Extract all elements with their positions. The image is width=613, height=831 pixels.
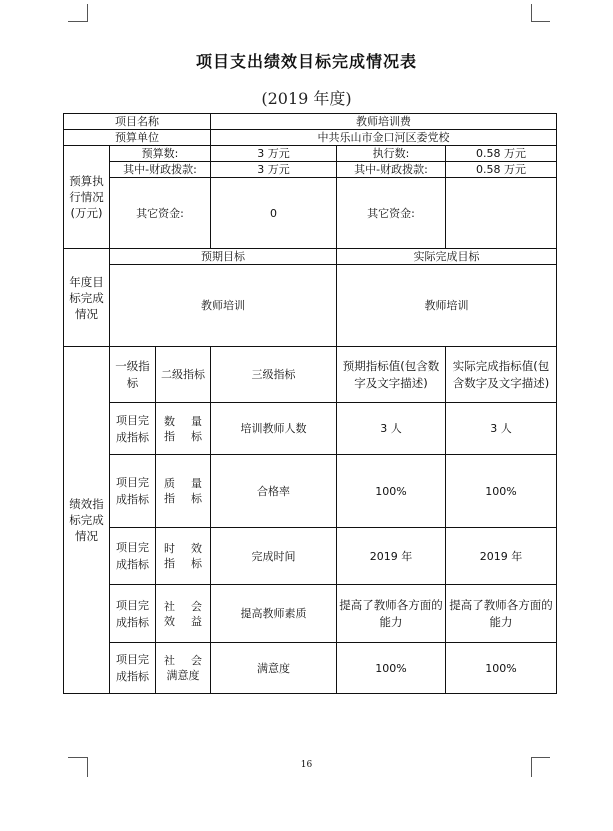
table-row	[64, 643, 557, 694]
expected-goal-header: 预期目标	[110, 249, 337, 265]
row-level2: 社 会 效 益	[156, 585, 211, 643]
budget-section-label: 预算执行情况(万元)	[64, 146, 110, 249]
exec-label: 执行数:	[337, 146, 446, 162]
crop-mark	[531, 757, 550, 758]
row-actual: 提高了教师各方面的能力	[446, 585, 557, 643]
row-level2: 质 量 指 标	[156, 455, 211, 528]
row-expected: 3 人	[337, 403, 446, 455]
budget-unit-label: 预算单位	[64, 130, 211, 146]
row-level3: 提高教师素质	[211, 585, 337, 643]
row-level1: 项目完成指标	[110, 643, 156, 694]
budget-unit-value: 中共乐山市金口河区委党校	[211, 130, 557, 146]
header-actual: 实际完成指标值(包含数字及文字描述)	[446, 347, 557, 403]
page-number: 16	[300, 760, 313, 770]
table-row	[64, 347, 557, 403]
table-row	[64, 455, 557, 528]
other-funds-budget-value: 0	[211, 178, 337, 249]
table-row	[64, 178, 557, 249]
page-title: 项目支出绩效目标完成情况表	[195, 52, 417, 71]
table-row	[64, 265, 557, 347]
performance-section-label: 绩效指标完成情况	[64, 347, 110, 694]
other-funds-exec-value	[446, 178, 557, 249]
project-name-value: 教师培训费	[211, 114, 557, 130]
actual-goal-header: 实际完成目标	[337, 249, 557, 265]
row-actual: 2019 年	[446, 528, 557, 585]
fiscal-label: 其中-财政拨款:	[110, 162, 211, 178]
row-level2: 社 会 满意度	[156, 643, 211, 694]
crop-mark	[68, 757, 87, 758]
row-actual: 100%	[446, 455, 557, 528]
fiscal-exec-value: 0.58 万元	[446, 162, 557, 178]
row-level1: 项目完成指标	[110, 528, 156, 585]
table-row	[64, 146, 557, 162]
other-funds-label: 其它资金:	[110, 178, 211, 249]
row-expected: 100%	[337, 643, 446, 694]
page-subtitle: (2019 年度)	[261, 89, 352, 108]
row-actual: 3 人	[446, 403, 557, 455]
crop-mark	[531, 4, 532, 22]
row-level1: 项目完成指标	[110, 585, 156, 643]
fiscal-exec-label: 其中-财政拨款:	[337, 162, 446, 178]
budget-label: 预算数:	[110, 146, 211, 162]
table-row	[64, 528, 557, 585]
row-level1: 项目完成指标	[110, 403, 156, 455]
header-level2: 二级指标	[156, 347, 211, 403]
header-level1: 一级指标	[110, 347, 156, 403]
row-level2: 数 量 指 标	[156, 403, 211, 455]
crop-mark	[531, 21, 550, 22]
row-level3: 培训教师人数	[211, 403, 337, 455]
crop-mark	[87, 4, 88, 22]
header-expected: 预期指标值(包含数字及文字描述)	[337, 347, 446, 403]
row-level3: 完成时间	[211, 528, 337, 585]
fiscal-budget-value: 3 万元	[211, 162, 337, 178]
table-row	[64, 403, 557, 455]
other-funds-exec-label: 其它资金:	[337, 178, 446, 249]
row-level1: 项目完成指标	[110, 455, 156, 528]
table-row	[64, 249, 557, 265]
annual-section-label: 年度目标完成情况	[64, 249, 110, 347]
row-level2: 时 效 指 标	[156, 528, 211, 585]
table-row	[64, 130, 557, 146]
table-row	[64, 114, 557, 130]
table-row	[64, 585, 557, 643]
row-level3: 合格率	[211, 455, 337, 528]
expected-goal-value: 教师培训	[110, 265, 337, 347]
crop-mark	[68, 21, 87, 22]
row-expected: 提高了教师各方面的能力	[337, 585, 446, 643]
row-expected: 2019 年	[337, 528, 446, 585]
exec-value: 0.58 万元	[446, 146, 557, 162]
table-row	[64, 162, 557, 178]
performance-table	[63, 113, 557, 694]
row-level3: 满意度	[211, 643, 337, 694]
budget-value: 3 万元	[211, 146, 337, 162]
actual-goal-value: 教师培训	[337, 265, 557, 347]
project-name-label: 项目名称	[64, 114, 211, 130]
row-expected: 100%	[337, 455, 446, 528]
header-level3: 三级指标	[211, 347, 337, 403]
row-actual: 100%	[446, 643, 557, 694]
